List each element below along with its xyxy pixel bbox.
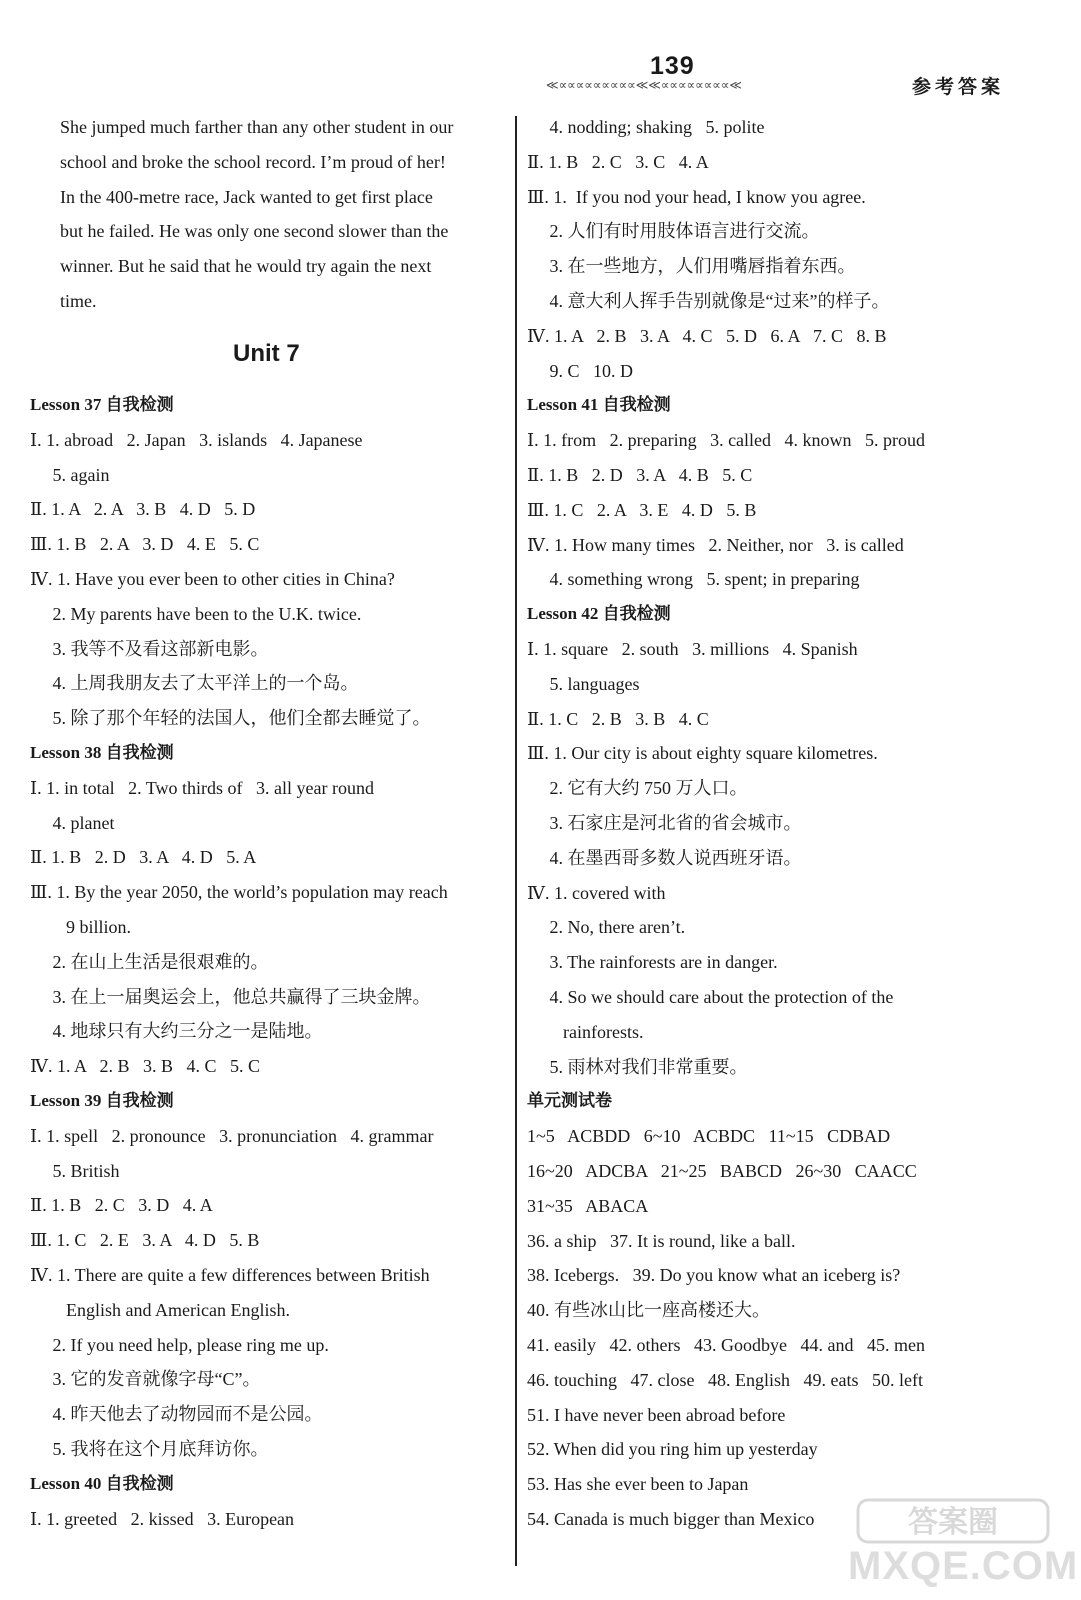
watermark: [848, 1494, 1079, 1594]
answer-line: 38. Icebergs. 39. Do you know what an iceberg is?: [527, 1265, 901, 1286]
answer-line: Ⅳ. 1. There are quite a few differences between British: [30, 1265, 430, 1285]
answer-line: Ⅲ. 1. C 2. E 3. A 4. D 5. B: [30, 1230, 260, 1251]
answer-line: 31~35 ABACA: [527, 1195, 649, 1216]
answer-line: 2. 人们有时用肢体语言进行交流。: [527, 221, 820, 242]
header-ornament: ≪∝∝∝∝∝∝∝∝∝≪≪∝∝∝∝∝∝∝∝≪: [546, 78, 742, 92]
answer-line: 52. When did you ring him up yesterday: [527, 1439, 818, 1460]
lesson-heading: 单元测试卷: [527, 1091, 612, 1111]
answer-line: 9 billion.: [30, 917, 132, 937]
answer-line: winner. But he said that he would try again the next: [60, 256, 432, 277]
answer-line: 5. again: [30, 464, 110, 485]
answer-line: Ⅱ. 1. B 2. C 3. C 4. A: [527, 151, 709, 172]
answer-line: 5. 除了那个年轻的法国人，他们全都去睡觉了。: [30, 708, 431, 729]
answer-line: 54. Canada is much bigger than Mexico: [527, 1509, 815, 1529]
answer-line: 3. The rainforests are in danger.: [527, 952, 778, 973]
section-title: 参考答案: [912, 76, 1005, 98]
answer-line: 4. 意大利人挥手告别就像是“过来”的样子。: [527, 291, 890, 311]
answer-line: 46. touching 47. close 48. English 49. eats 50. left: [527, 1369, 923, 1390]
answer-line: 4. 上周我朋友去了太平洋上的一个岛。: [30, 673, 359, 694]
answer-line: 3. 我等不及看这部新电影。: [30, 638, 269, 659]
unit-title: Unit 7: [233, 340, 300, 367]
answer-line: Ⅰ. 1. abroad 2. Japan 3. islands 4. Japanese: [30, 429, 363, 450]
answer-line: 3. 它的发音就像字母“C”。: [30, 1369, 261, 1390]
answer-line: In the 400-metre race, Jack wanted to get first place: [60, 186, 433, 207]
answer-line: 2. My parents have been to the U.K. twice.: [30, 603, 362, 624]
lesson-heading: Lesson 40 自我检测: [30, 1473, 174, 1493]
answer-line: Ⅰ. 1. from 2. preparing 3. called 4. known 5. proud: [527, 430, 926, 451]
answer-line: 9. C 10. D: [527, 360, 634, 381]
answer-line: 2. If you need help, please ring me up.: [30, 1334, 329, 1355]
answer-line: 4. 地球只有大约三分之一是陆地。: [30, 1021, 323, 1042]
answer-line: Ⅳ. 1. A 2. B 3. B 4. C 5. C: [30, 1056, 261, 1077]
answer-line: 3. 石家庄是河北省的省会城市。: [527, 813, 802, 833]
answer-line: time.: [60, 291, 97, 311]
lesson-heading: Lesson 41 自我检测: [527, 395, 671, 415]
answer-line: 4. 在墨西哥多数人说西班牙语。: [527, 847, 802, 868]
answer-line: Ⅲ. 1. C 2. A 3. E 4. D 5. B: [527, 499, 757, 520]
answer-line: She jumped much farther than any other student in our: [60, 117, 454, 137]
answer-line: 4. planet: [30, 812, 115, 833]
answer-line: Ⅱ. 1. C 2. B 3. B 4. C: [527, 708, 709, 729]
column-divider: [515, 116, 517, 1566]
answer-line: 4. 昨天他去了动物园而不是公园。: [30, 1404, 323, 1425]
answer-line: 5. British: [30, 1160, 120, 1181]
answer-line: Ⅰ. 1. greeted 2. kissed 3. European: [30, 1508, 295, 1529]
answer-line: 5. 雨林对我们非常重要。: [527, 1056, 748, 1077]
answer-line: 2. 它有大约 750 万人口。: [527, 778, 748, 799]
answer-line: Ⅲ. 1. Our city is about eighty square kilometres.: [527, 743, 878, 764]
answer-line: Ⅰ. 1. in total 2. Two thirds of 3. all year round: [30, 777, 374, 798]
answer-line: Ⅲ. 1. B 2. A 3. D 4. E 5. C: [30, 534, 260, 555]
answer-line: 16~20 ADCBA 21~25 BABCD 26~30 CAACC: [527, 1161, 917, 1181]
answer-line: Ⅰ. 1. spell 2. pronounce 3. pronunciation 4. grammar: [30, 1125, 434, 1146]
answer-line: 2. 在山上生活是很艰难的。: [30, 951, 269, 972]
answer-line: Ⅰ. 1. square 2. south 3. millions 4. Spanish: [527, 639, 858, 659]
answer-line: Ⅱ. 1. B 2. C 3. D 4. A: [30, 1195, 213, 1216]
page-header: [0, 0, 1081, 110]
answer-line: Ⅳ. 1. Have you ever been to other cities in China?: [30, 569, 395, 589]
answer-line: 3. 在上一届奥运会上，他总共赢得了三块金牌。: [30, 986, 431, 1007]
lesson-heading: Lesson 39 自我检测: [30, 1091, 174, 1110]
watermark-text: MXQE.COM: [848, 1544, 1079, 1588]
answer-line: Ⅱ. 1. B 2. D 3. A 4. B 5. C: [527, 465, 753, 485]
answer-line: Ⅳ. 1. A 2. B 3. A 4. C 5. D 6. A 7. C 8. B: [527, 325, 887, 346]
answer-line: 2. No, there aren’t.: [527, 917, 686, 938]
answer-line: 4. something wrong 5. spent; in preparing: [527, 569, 860, 590]
lesson-heading: Lesson 37 自我检测: [30, 395, 174, 414]
answer-line: 5. 我将在这个月底拜访你。: [30, 1439, 269, 1459]
answer-line: Ⅱ. 1. A 2. A 3. B 4. D 5. D: [30, 499, 256, 520]
answer-line: but he failed. He was only one second slower than the: [60, 221, 449, 242]
answer-line: 3. 在一些地方，人们用嘴唇指着东西。: [527, 256, 856, 277]
answer-line: 36. a ship 37. It is round, like a ball.: [527, 1230, 796, 1251]
answer-line: Ⅳ. 1. How many times 2. Neither, nor 3. is called: [527, 534, 904, 555]
answer-line: 41. easily 42. others 43. Goodbye 44. and 45. men: [527, 1335, 925, 1355]
page-number: 139: [650, 52, 695, 80]
answer-line: 51. I have never been abroad before: [527, 1404, 786, 1425]
answer-line: 4. So we should care about the protection of the: [527, 987, 894, 1007]
answer-line: Ⅲ. 1. If you nod your head, I know you agree.: [527, 186, 866, 207]
answer-line: 1~5 ACBDD 6~10 ACBDC 11~15 CDBAD: [527, 1126, 891, 1147]
answer-line: Ⅲ. 1. By the year 2050, the world’s population may reach: [30, 882, 448, 903]
answer-line: rainforests.: [527, 1021, 644, 1042]
answer-line: 40. 有些冰山比一座高楼还大。: [527, 1300, 770, 1321]
answer-line: Ⅱ. 1. B 2. D 3. A 4. D 5. A: [30, 847, 257, 868]
answer-line: English and American English.: [30, 1299, 290, 1320]
lesson-heading: Lesson 38 自我检测: [30, 743, 174, 762]
watermark-logo-text: 答案圈: [908, 1505, 998, 1540]
answer-line: 5. languages: [527, 673, 640, 694]
answer-line: 4. nodding; shaking 5. polite: [527, 117, 765, 137]
answer-line: 53. Has she ever been to Japan: [527, 1474, 749, 1495]
answer-line: Ⅳ. 1. covered with: [527, 882, 666, 903]
watermark-logo-icon: [848, 1494, 1058, 1546]
answer-line: school and broke the school record. I’m proud of her!: [60, 151, 446, 172]
lesson-heading: Lesson 42 自我检测: [527, 604, 671, 624]
